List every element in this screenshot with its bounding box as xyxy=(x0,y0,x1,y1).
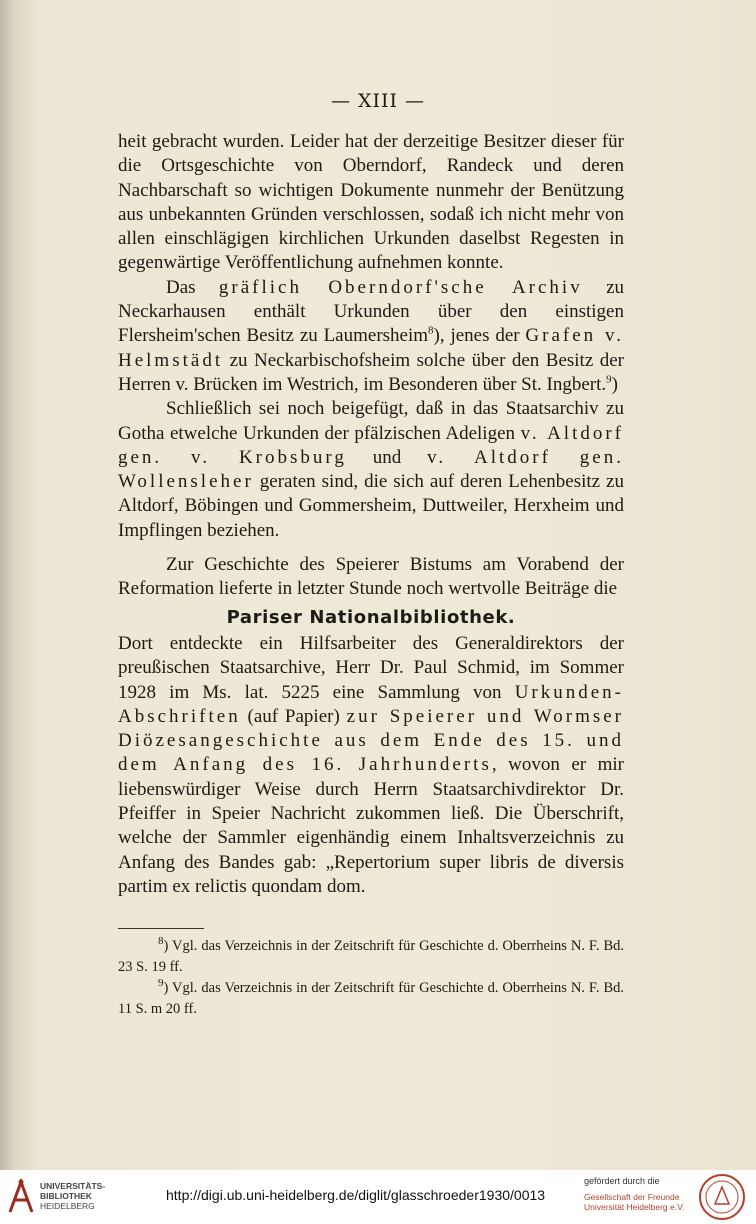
spaced-text: Urkunden-Abschriften xyxy=(118,681,624,727)
footnote xyxy=(118,936,624,978)
text-run: Schließlich sei noch beigefügt, daß in das Staatsarchiv zu Gotha etwelche Urkunden der pfälzischen Adeligen xyxy=(118,398,624,444)
text-run: (auf Papier) xyxy=(240,705,347,727)
permalink-url[interactable]: http://digi.ub.uni-heidelberg.de/diglit/glasschroeder1930/0013 xyxy=(166,1187,546,1203)
spaced-text: v. Altdorf gen. Wollensleher xyxy=(118,446,624,493)
page-number: — XIII — xyxy=(330,90,426,112)
text-run: Dort entdeckte ein Hilfsarbeiter des Generaldirektors der preußischen Staatsarchive, Herr Dr. Paul Schmid, im Sommer 1928 im Ms. lat. 5225 eine Sammlung von xyxy=(118,632,624,703)
footnote-ref[interactable]: 9 xyxy=(606,373,612,386)
text-run: ) xyxy=(611,373,618,395)
text-run: und xyxy=(346,446,428,468)
text-run: ), jenes der xyxy=(433,325,526,347)
text-run: zu Neckarbischofsheim solche über den Besitz der Herren v. Brücken im Westrich, im Besonderen über St. Ingbert. xyxy=(118,349,624,395)
text-run: Das xyxy=(166,276,219,298)
footnote xyxy=(118,978,624,1020)
text-run: geraten sind, die sich auf deren Lehenbesitz zu Altdorf, Böbingen und Gommersheim, Duttweiler, Herxheim und Impflingen beziehen. xyxy=(118,471,624,541)
footnote-text: ) Vgl. das Verzeichnis in der Zeitschrift für Geschichte d. Oberrheins N. F. Bd. 11 S. m 20 ff. xyxy=(118,980,624,1017)
spaced-text: zur Speierer und Wormser Diözesangeschichte aus dem Ende des 15. und dem Anfang des 16. Jahrhunderts xyxy=(118,705,624,776)
library-name-line: UNIVERSITÄTS- xyxy=(40,1181,106,1191)
spaced-text: Grafen v. Helmstädt xyxy=(118,325,624,371)
footnote-mark: 8 xyxy=(158,935,164,948)
university-seal-icon xyxy=(698,1173,746,1221)
library-name-line: BIBLIOTHEK xyxy=(40,1191,92,1201)
paragraph-2 xyxy=(118,276,624,397)
library-name xyxy=(40,1181,105,1211)
text-run: zu Neckarhausen enthält Urkunden über den einstigen Flersheim'schen Besitz zu Laumersheim xyxy=(118,276,624,347)
spaced-text: v. Altdorf gen. v. Krobsburg xyxy=(118,422,625,468)
library-name-line: HEIDELBERG xyxy=(40,1201,95,1211)
footnote-mark: 9 xyxy=(158,977,164,990)
funded-by-label: gefördert durch die xyxy=(584,1176,660,1186)
library-logo-icon xyxy=(6,1178,36,1216)
paragraph-1: heit gebracht wurden. Leider hat der derzeitige Besitzer dieser für die Ortsgeschichte von Oberndorf, Randeck und deren Nachbarschaft so wichtigen Dokumente nunmehr der Benützung aus unbekannten Gründen verschlossen, sodaß ich nicht mehr von allen einschlägigen kirchlichen Urkunden daselbst Regesten in gegenwärtige Veröffentlichung aufnehmen konnte. xyxy=(118,131,624,274)
paragraph-3 xyxy=(118,397,624,543)
society-name-line: Gesellschaft der Freunde xyxy=(584,1192,680,1202)
body-text-block xyxy=(118,130,624,899)
footnote-text: ) Vgl. das Verzeichnis in der Zeitschrift für Geschichte d. Oberrheins N. F. Bd. 23 S. 19 ff. xyxy=(118,938,624,975)
text-run: , wovon er mir liebenswürdiger Weise durch Herrn Staatsarchivdirektor Dr. Pfeiffer in Speier Nachricht zukommen ließ. Die Überschrift, welche der Sammler eigenhändig einem Inhaltsverzeichnis zu Anfang des Bandes gab: „Repertorium super libris de diversis partim ex relictis quondam dom. xyxy=(118,754,625,897)
footnote-divider xyxy=(118,928,204,929)
footnote-ref[interactable]: 8 xyxy=(428,325,434,338)
spaced-text: gräflich Oberndorf'sche Archiv xyxy=(218,276,583,298)
society-name-line: Universität Heidelberg e.V. xyxy=(584,1202,685,1212)
footnotes xyxy=(118,936,624,1020)
paragraph-4: Zur Geschichte des Speierer Bistums am Vorabend der Reformation lieferte in letzter Stunde noch wertvolle Beiträge die xyxy=(118,554,624,600)
viewer-footer xyxy=(0,1170,756,1224)
paragraph-5 xyxy=(118,632,624,899)
section-heading: Pariser Nationalbibliothek. xyxy=(226,606,516,628)
society-name xyxy=(584,1192,684,1212)
